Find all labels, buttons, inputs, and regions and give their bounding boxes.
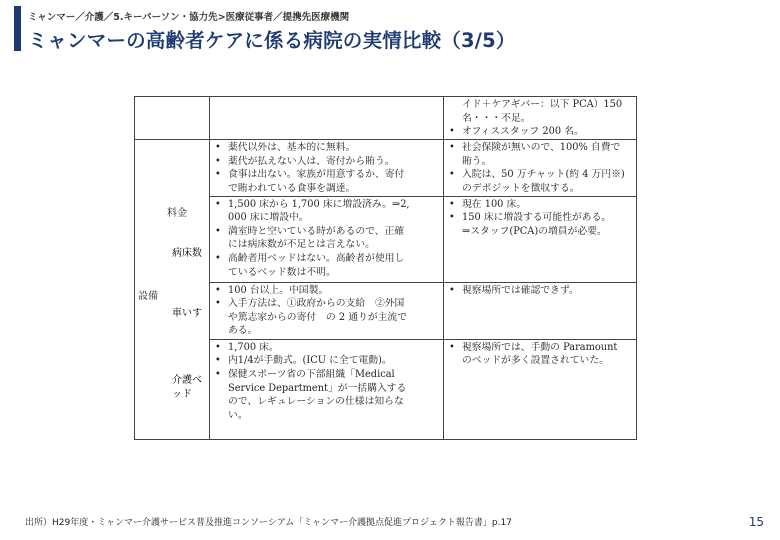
bullet-item: • 1,500 床から 1,700 床に増設済み。⇒2, <box>214 198 441 212</box>
table-row <box>135 196 637 282</box>
bullet-item: • 入院は、50 万チャット(約 4 万円※) <box>448 168 634 182</box>
table-cell <box>210 339 444 439</box>
bullet-list <box>210 97 443 98</box>
bullet-list <box>444 97 636 139</box>
bullet-continuation: には病床数が不足とは言えない。 <box>228 239 375 251</box>
table-cell <box>444 196 637 282</box>
bullet-list <box>210 283 443 338</box>
table-cell <box>444 282 637 339</box>
table-row <box>135 282 637 339</box>
bullet-item: • 入手方法は、①政府からの支給 ②外国 <box>214 297 441 311</box>
bullet-continuation: い。 <box>228 409 248 421</box>
bullet-list <box>444 283 636 298</box>
table-row <box>135 140 637 196</box>
bullet-list <box>210 197 443 280</box>
bullet-item: • 内1/4が手動式。(ICU に全て電動)。 <box>214 354 441 368</box>
page-title: ミャンマーの高齢者ケアに係る病院の実情比較（3/5） <box>28 29 516 52</box>
bullet-continuation: や篤志家からの寄付 の 2 通りが主流で <box>228 311 408 323</box>
table-cell <box>444 140 637 196</box>
row-label-fee: 料金 <box>167 208 187 220</box>
bullet-continuation: ので、レギュレーションの仕様は知らな <box>228 396 404 408</box>
table-cell <box>135 97 210 140</box>
bullet-item: • 1,700 床。 <box>214 341 441 355</box>
bullet-continuation: 名・・・不足。 <box>462 112 531 124</box>
source-note: 出所）H29年度・ミャンマー介護サービス普及推進コンソーシアム「ミャンマー介護拠点促進プロジェクト報告書」p.17 <box>25 518 512 528</box>
bullet-item: • 高齢者用ベッドはない。高齢者が使用し <box>214 252 441 266</box>
bullet-item: • 薬代以外は、基本的に無料。 <box>214 141 441 155</box>
comparison-table-image <box>134 96 637 440</box>
table-cell <box>210 196 444 282</box>
breadcrumb: ミャンマー／介護／5.キーパーソン・協力先>医療従事者／提携先医療機関 <box>28 12 350 23</box>
row-label-beds: 病床数 <box>172 248 202 259</box>
bullet-continuation: のデポジットを徴収する。 <box>462 182 580 194</box>
bullet-continuation: 賄う。 <box>462 155 492 167</box>
bullet-list <box>444 340 636 368</box>
bullet-list <box>210 140 443 195</box>
title-accent-bar <box>14 6 21 51</box>
bullet-continuation: 000 床に増設中。 <box>228 212 309 224</box>
table-cell <box>210 140 444 196</box>
bullet-item: • オフィススタッフ 200 名。 <box>448 125 634 139</box>
bullet-item: • 100 台以上。中国製。 <box>214 284 441 298</box>
page-number: 15 <box>748 515 764 529</box>
bullet-item: • 150 床に増設する可能性がある。 <box>448 211 634 225</box>
bullet-item: • 食事は出ない。家族が用意するか、寄付 <box>214 168 441 182</box>
bullet-item: • 視察場所では確認できず。 <box>448 284 634 298</box>
bullet-item: • 保健スポーツ省の下部組織「Medical <box>214 368 441 382</box>
bullet-item: • 現在 100 床。 <box>448 198 634 212</box>
row-label-wheelchair: 車いす <box>172 308 202 319</box>
bullet-item: • 薬代が払えない人は、寄付から賄う。 <box>214 155 441 169</box>
table-cell <box>210 282 444 339</box>
bullet-list <box>210 340 443 423</box>
bullet-continuation: ⇒スタッフ(PCA)の増員が必要。 <box>462 225 607 237</box>
category-label: 設備 <box>138 290 158 302</box>
bullet-item: • 視察場所では、手動の Paramount <box>448 341 634 355</box>
table-cell <box>444 97 637 140</box>
bullet-item: • 社会保険が無いので、100% 自費で <box>448 141 634 155</box>
row-label-care-bed: 介護ベッド <box>172 375 202 400</box>
bullet-continuation: のベッドが多く設置されていた。 <box>462 355 609 367</box>
bullet-continuation: イド＋ケアギバー：以下 PCA）150 <box>462 99 623 110</box>
bullet-list <box>444 197 636 239</box>
bullet-continuation: ある。 <box>228 325 258 337</box>
table-row <box>135 97 637 140</box>
bullet-continuation: で賄われている食事を調達。 <box>228 182 356 194</box>
table-cell <box>210 97 444 140</box>
table-cell <box>444 339 637 439</box>
bullet-continuation: Service Department」が一括購入する <box>228 382 407 394</box>
bullet-continuation: ているベッド数は不明。 <box>228 266 336 278</box>
bullet-list <box>444 140 636 195</box>
bullet-item: • 満室時と空いている時があるので、正確 <box>214 225 441 239</box>
